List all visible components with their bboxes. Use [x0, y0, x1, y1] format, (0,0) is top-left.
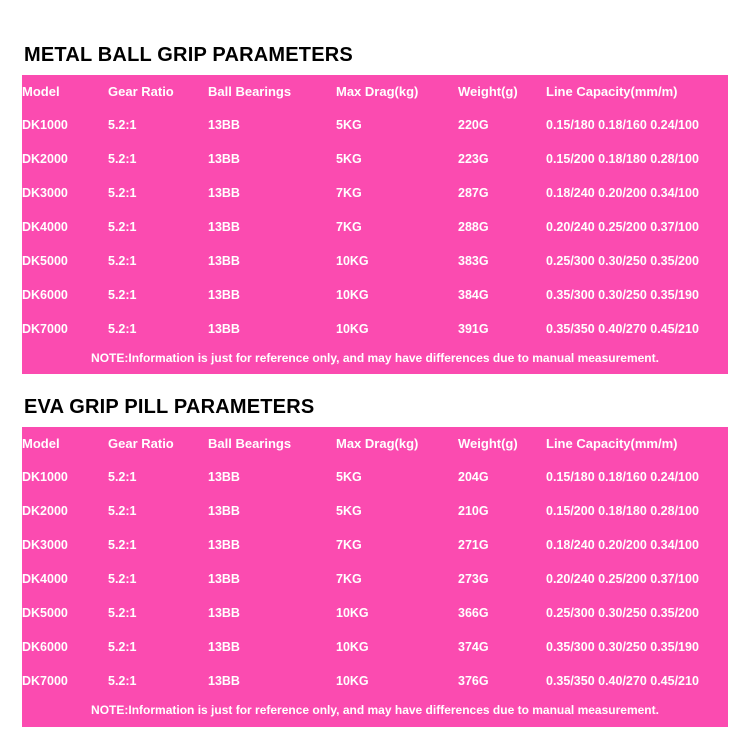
column-header-model: Model — [22, 436, 60, 452]
column-header-line-capacity: Line Capacity(mm/m) — [546, 436, 678, 452]
table-header-row — [22, 427, 728, 460]
cell-line-capacity: 0.18/240 0.20/200 0.34/100 — [546, 186, 699, 200]
column-header-ball-bearings: Ball Bearings — [208, 84, 292, 99]
cell-ball-bearings: 13BB — [208, 538, 240, 553]
column-header-gear-ratio: Gear Ratio — [108, 436, 174, 452]
cell-line-capacity: 0.15/180 0.18/160 0.24/100 — [546, 470, 699, 485]
table-row — [22, 142, 728, 176]
table-row — [22, 278, 728, 312]
table-row — [22, 528, 728, 562]
table-row — [22, 630, 728, 664]
cell-gear-ratio: 5.2:1 — [108, 220, 137, 234]
cell-ball-bearings: 13BB — [208, 606, 240, 621]
cell-ball-bearings: 13BB — [208, 322, 240, 336]
cell-ball-bearings: 13BB — [208, 470, 240, 485]
cell-gear-ratio: 5.2:1 — [108, 606, 137, 621]
cell-max-drag: 5KG — [336, 470, 362, 485]
page-title: METAL BALL GRIP PARAMETERS — [24, 44, 353, 66]
table-note-secondary: NOTE:Information is just for reference only, and may have differences due to manual measurement. — [91, 703, 659, 718]
cell-ball-bearings: 13BB — [208, 504, 240, 519]
cell-line-capacity: 0.25/300 0.30/250 0.35/200 — [546, 606, 699, 621]
cell-line-capacity: 0.18/240 0.20/200 0.34/100 — [546, 538, 699, 553]
cell-max-drag: 7KG — [336, 572, 362, 587]
cell-model: DK5000 — [22, 606, 68, 621]
page-title-secondary: EVA GRIP PILL PARAMETERS — [24, 396, 315, 419]
cell-model: DK4000 — [22, 572, 68, 587]
parameters-table — [22, 75, 728, 346]
cell-model: DK5000 — [22, 254, 68, 268]
cell-max-drag: 10KG — [336, 640, 369, 655]
cell-max-drag: 10KG — [336, 674, 369, 689]
cell-gear-ratio: 5.2:1 — [108, 640, 137, 655]
cell-weight: 287G — [458, 186, 489, 200]
parameters-table-secondary — [22, 427, 728, 698]
column-header-model: Model — [22, 84, 60, 99]
cell-max-drag: 7KG — [336, 220, 362, 234]
cell-weight: 210G — [458, 504, 489, 519]
cell-weight: 223G — [458, 152, 489, 166]
cell-gear-ratio: 5.2:1 — [108, 254, 137, 268]
cell-gear-ratio: 5.2:1 — [108, 152, 137, 166]
cell-ball-bearings: 13BB — [208, 118, 240, 132]
cell-gear-ratio: 5.2:1 — [108, 674, 137, 689]
cell-gear-ratio: 5.2:1 — [108, 118, 137, 132]
cell-line-capacity: 0.35/350 0.40/270 0.45/210 — [546, 322, 699, 336]
cell-weight: 366G — [458, 606, 489, 621]
cell-max-drag: 5KG — [336, 118, 362, 132]
cell-line-capacity: 0.20/240 0.25/200 0.37/100 — [546, 572, 699, 587]
table-row — [22, 176, 728, 210]
cell-gear-ratio: 5.2:1 — [108, 504, 137, 519]
cell-max-drag: 7KG — [336, 538, 362, 553]
cell-model: DK6000 — [22, 640, 68, 655]
table-row — [22, 210, 728, 244]
cell-model: DK7000 — [22, 322, 68, 336]
table-row — [22, 312, 728, 346]
cell-model: DK1000 — [22, 470, 68, 485]
cell-model: DK2000 — [22, 152, 68, 166]
cell-weight: 288G — [458, 220, 489, 234]
cell-ball-bearings: 13BB — [208, 572, 240, 587]
cell-ball-bearings: 13BB — [208, 674, 240, 689]
cell-weight: 391G — [458, 322, 489, 336]
cell-model: DK6000 — [22, 288, 68, 302]
cell-weight: 383G — [458, 254, 489, 268]
cell-model: DK3000 — [22, 186, 68, 200]
section-eva-grip-pill — [22, 396, 728, 726]
column-header-ball-bearings: Ball Bearings — [208, 436, 292, 452]
cell-weight: 271G — [458, 538, 489, 553]
cell-gear-ratio: 5.2:1 — [108, 288, 137, 302]
cell-line-capacity: 0.35/300 0.30/250 0.35/190 — [546, 288, 699, 302]
cell-max-drag: 10KG — [336, 288, 369, 302]
cell-weight: 220G — [458, 118, 489, 132]
cell-gear-ratio: 5.2:1 — [108, 186, 137, 200]
cell-weight: 376G — [458, 674, 489, 689]
cell-line-capacity: 0.25/300 0.30/250 0.35/200 — [546, 254, 699, 268]
cell-line-capacity: 0.35/350 0.40/270 0.45/210 — [546, 674, 699, 689]
table-row — [22, 596, 728, 630]
column-header-weight: Weight(g) — [458, 436, 518, 452]
column-header-max-drag: Max Drag(kg) — [336, 436, 419, 452]
cell-line-capacity: 0.15/180 0.18/160 0.24/100 — [546, 118, 699, 132]
table-row — [22, 244, 728, 278]
cell-gear-ratio: 5.2:1 — [108, 572, 137, 587]
cell-max-drag: 7KG — [336, 186, 362, 200]
cell-max-drag: 10KG — [336, 606, 369, 621]
column-header-line-capacity: Line Capacity(mm/m) — [546, 84, 678, 99]
cell-model: DK3000 — [22, 538, 68, 553]
table-row — [22, 562, 728, 596]
cell-gear-ratio: 5.2:1 — [108, 322, 137, 336]
parameters-table-card-secondary — [22, 427, 728, 726]
cell-model: DK4000 — [22, 220, 68, 234]
cell-ball-bearings: 13BB — [208, 152, 240, 166]
column-header-gear-ratio: Gear Ratio — [108, 84, 174, 99]
cell-weight: 204G — [458, 470, 489, 485]
section-metal-ball-grip — [22, 44, 728, 374]
table-header-row — [22, 75, 728, 108]
cell-ball-bearings: 13BB — [208, 254, 240, 268]
cell-ball-bearings: 13BB — [208, 220, 240, 234]
cell-gear-ratio: 5.2:1 — [108, 470, 137, 485]
cell-max-drag: 5KG — [336, 152, 362, 166]
cell-line-capacity: 0.35/300 0.30/250 0.35/190 — [546, 640, 699, 655]
cell-ball-bearings: 13BB — [208, 186, 240, 200]
cell-max-drag: 5KG — [336, 504, 362, 519]
cell-ball-bearings: 13BB — [208, 288, 240, 302]
table-note: NOTE:Information is just for reference only, and may have differences due to manual measurement. — [91, 351, 659, 365]
cell-max-drag: 10KG — [336, 322, 369, 336]
cell-ball-bearings: 13BB — [208, 640, 240, 655]
cell-gear-ratio: 5.2:1 — [108, 538, 137, 553]
table-row — [22, 108, 728, 142]
cell-model: DK2000 — [22, 504, 68, 519]
parameters-table-card — [22, 75, 728, 374]
cell-line-capacity: 0.20/240 0.25/200 0.37/100 — [546, 220, 699, 234]
cell-line-capacity: 0.15/200 0.18/180 0.28/100 — [546, 152, 699, 166]
cell-model: DK1000 — [22, 118, 68, 132]
table-row — [22, 664, 728, 698]
table-row — [22, 494, 728, 528]
cell-line-capacity: 0.15/200 0.18/180 0.28/100 — [546, 504, 699, 519]
table-row — [22, 460, 728, 494]
column-header-max-drag: Max Drag(kg) — [336, 84, 419, 99]
cell-weight: 384G — [458, 288, 489, 302]
cell-weight: 374G — [458, 640, 489, 655]
cell-max-drag: 10KG — [336, 254, 369, 268]
cell-model: DK7000 — [22, 674, 68, 689]
column-header-weight: Weight(g) — [458, 84, 518, 99]
cell-weight: 273G — [458, 572, 489, 587]
